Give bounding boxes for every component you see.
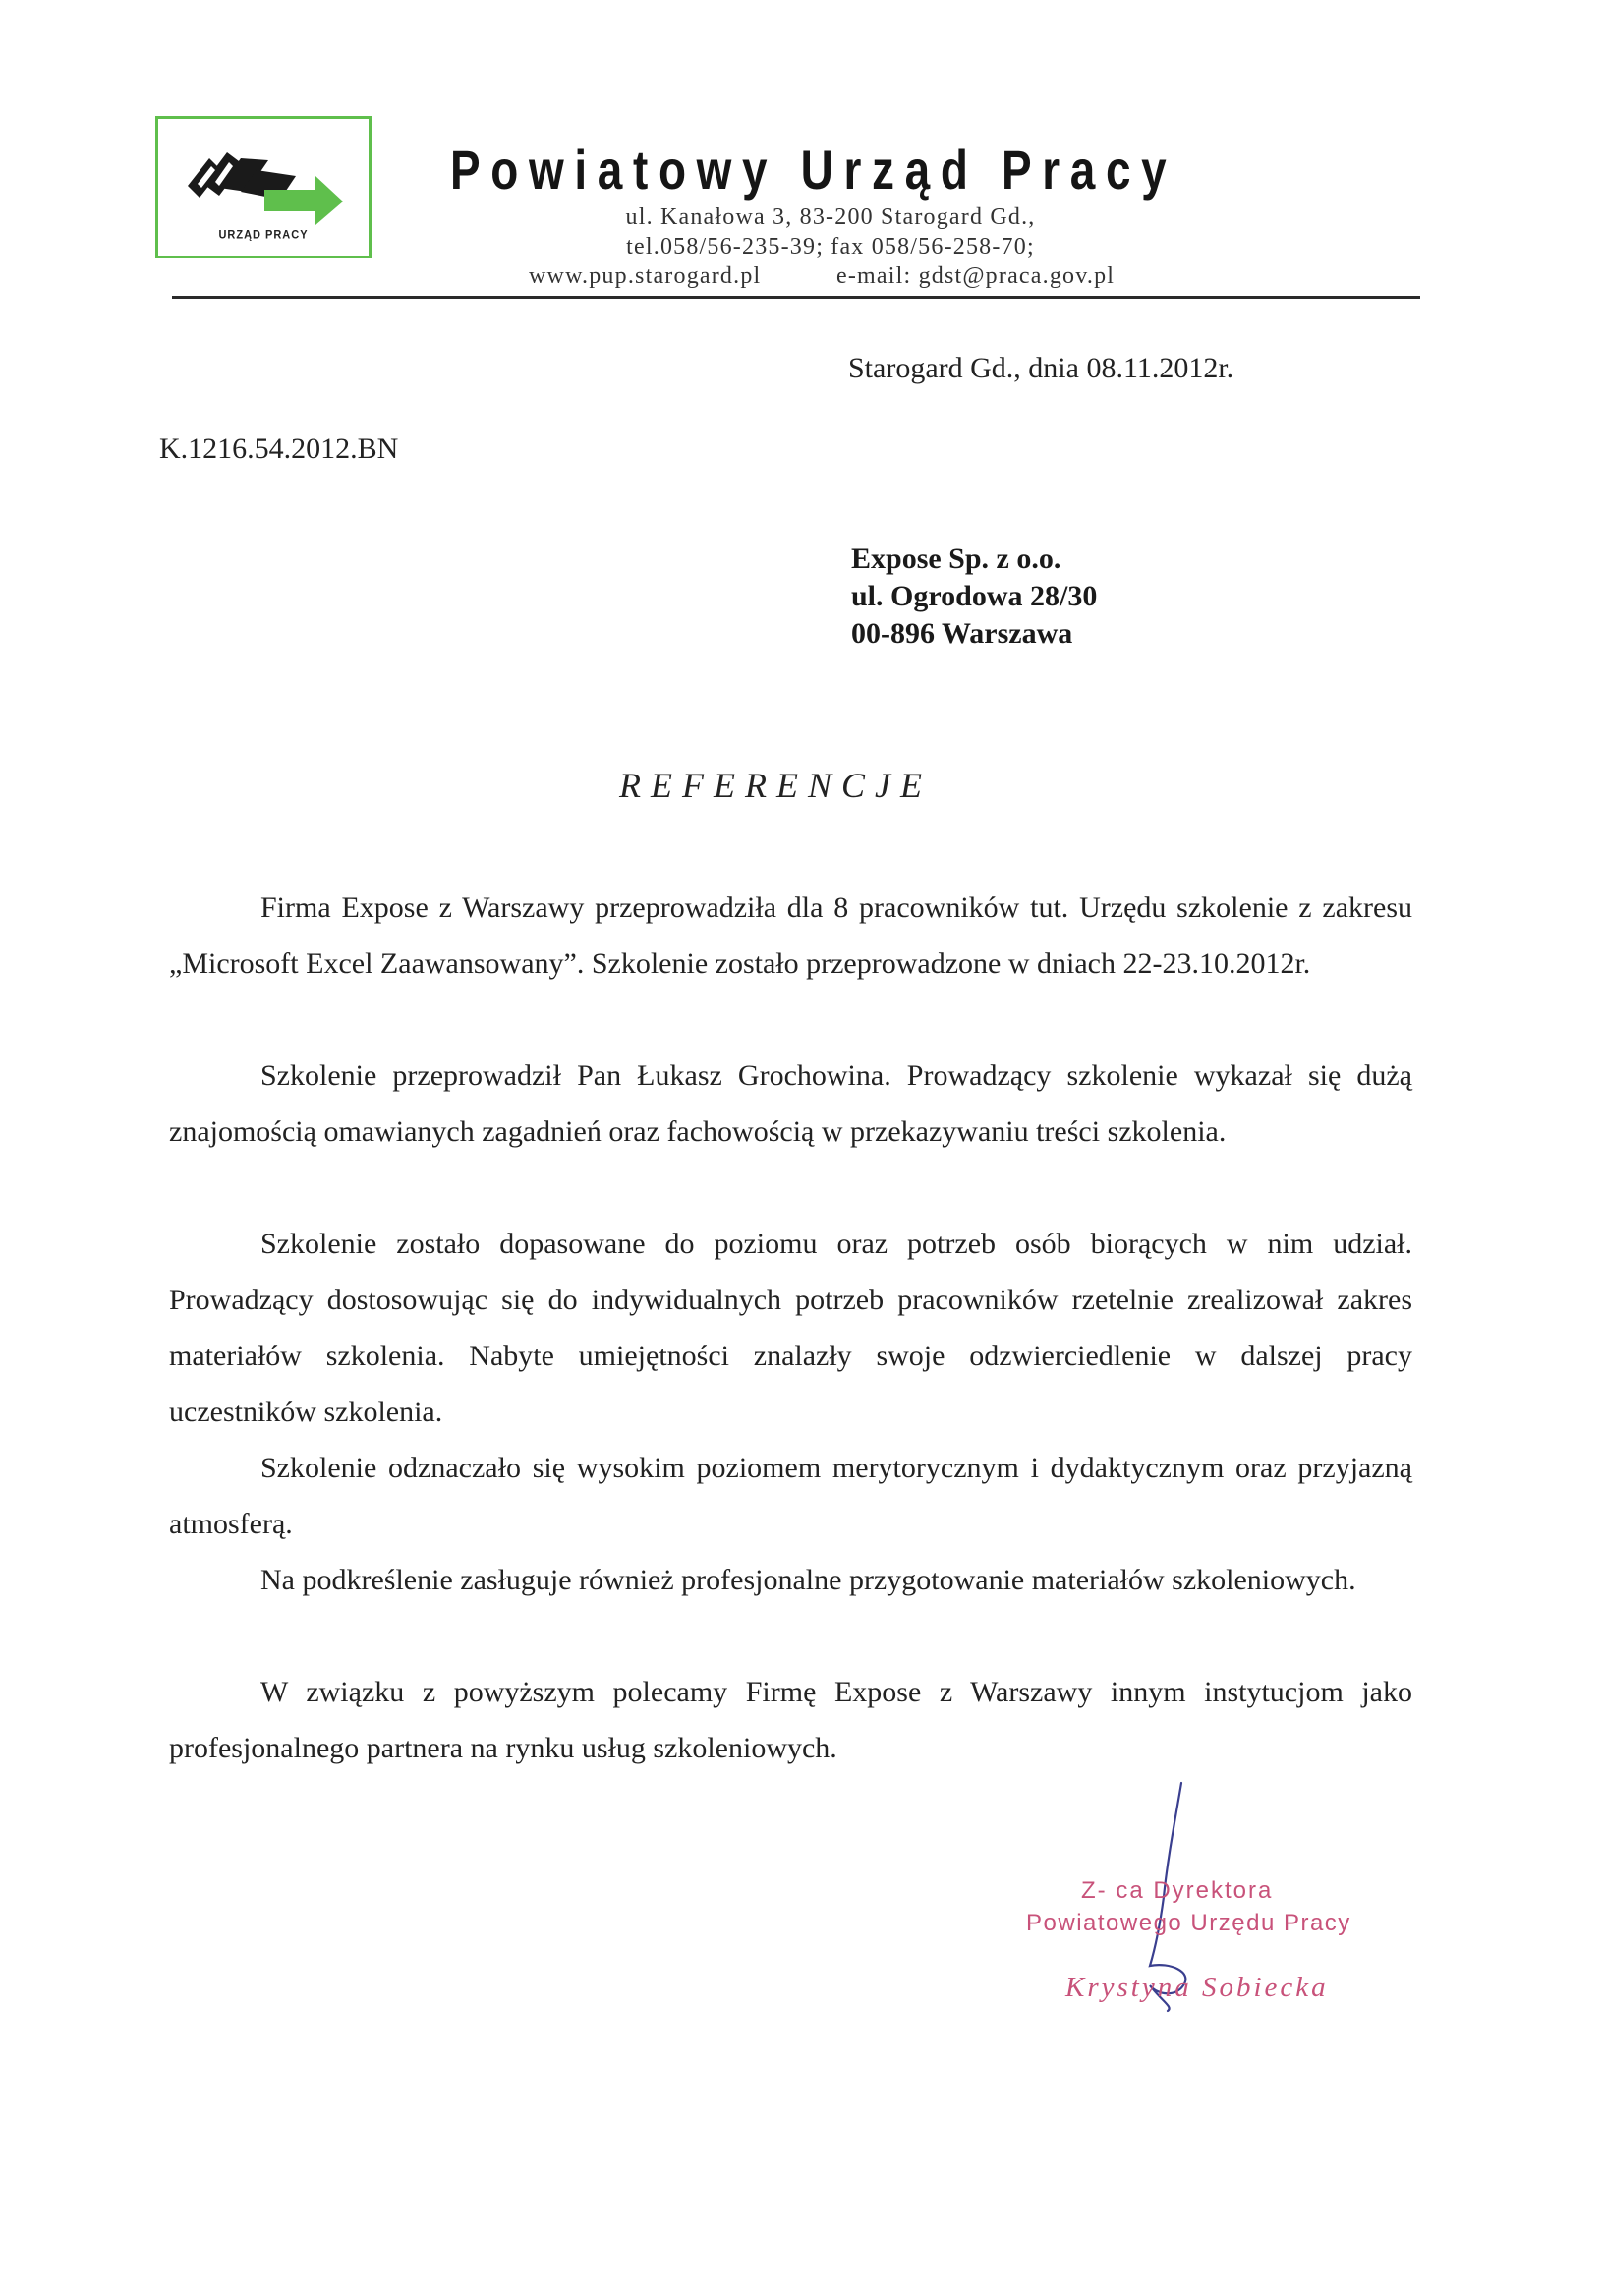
header-website: www.pup.starogard.pl [529, 263, 762, 289]
body-paragraph: Szkolenie przeprowadził Pan Łukasz Grochowina. Prowadzący szkolenie wykazał się dużą znajomością omawianych zagadnień oraz fachowością w przekazywaniu treści szkolenia. [169, 1060, 1412, 1148]
stamp-name: Krystyna Sobiecka [1065, 1972, 1329, 2003]
header-divider [172, 296, 1420, 299]
header-address: ul. Kanałowa 3, 83-200 Starogard Gd., [625, 204, 1036, 230]
letter-date: Starogard Gd., dnia 08.11.2012r. [848, 352, 1234, 384]
recipient-address [851, 541, 1097, 653]
stamp-position: Z- ca Dyrektora [1081, 1877, 1274, 1904]
recipient-company: Expose Sp. z o.o. [851, 543, 1061, 575]
office-logo [155, 116, 372, 258]
recipient-street: ul. Ogrodowa 28/30 [851, 580, 1098, 612]
stamp-office: Powiatowego Urzędu Pracy [1026, 1910, 1351, 1936]
letter-title: REFERENCJE [619, 766, 932, 805]
body-paragraph: W związku z powyższym polecamy Firmę Expose z Warszawy innym instytucjom jako profesjonalnego partnera na rynku usług szkoleniowych. [169, 1676, 1412, 1764]
body-paragraph: Na podkreślenie zasługuje również profesjonalne przygotowanie materiałów szkoleniowych. [260, 1564, 1356, 1596]
body-paragraph: Firma Expose z Warszawy przeprowadziła dla 8 pracowników tut. Urzędu szkolenie z zakresu „Microsoft Excel Zaawansowany”. Szkolenie zostało przeprowadzone w dniach 22-23.10.2012r. [169, 891, 1412, 980]
header-email: e-mail: gdst@praca.gov.pl [836, 263, 1116, 289]
body-paragraph: Szkolenie odznaczało się wysokim poziomem merytorycznym i dydaktycznym oraz przyjazną atmosferą. [169, 1452, 1412, 1540]
body-paragraph: Szkolenie zostało dopasowane do poziomu oraz potrzeb osób biorących w nim udział. Prowadzący dostosowując się do indywidualnych potrzeb pracowników rzetelnie zrealizował zakres materiałów szkolenia. Nabyte umiejętności znalazły swoje odzwierciedlenie w dalszej pracy uczestników szkolenia. [169, 1228, 1412, 1428]
reference-number: K.1216.54.2012.BN [159, 432, 399, 465]
organization-name: Powiatowy Urząd Pracy [450, 139, 1177, 201]
logo-caption: URZĄD PRACY [218, 228, 309, 242]
header-phone-fax: tel.058/56-235-39; fax 058/56-258-70; [626, 234, 1035, 259]
recipient-city: 00-896 Warszawa [851, 617, 1073, 650]
